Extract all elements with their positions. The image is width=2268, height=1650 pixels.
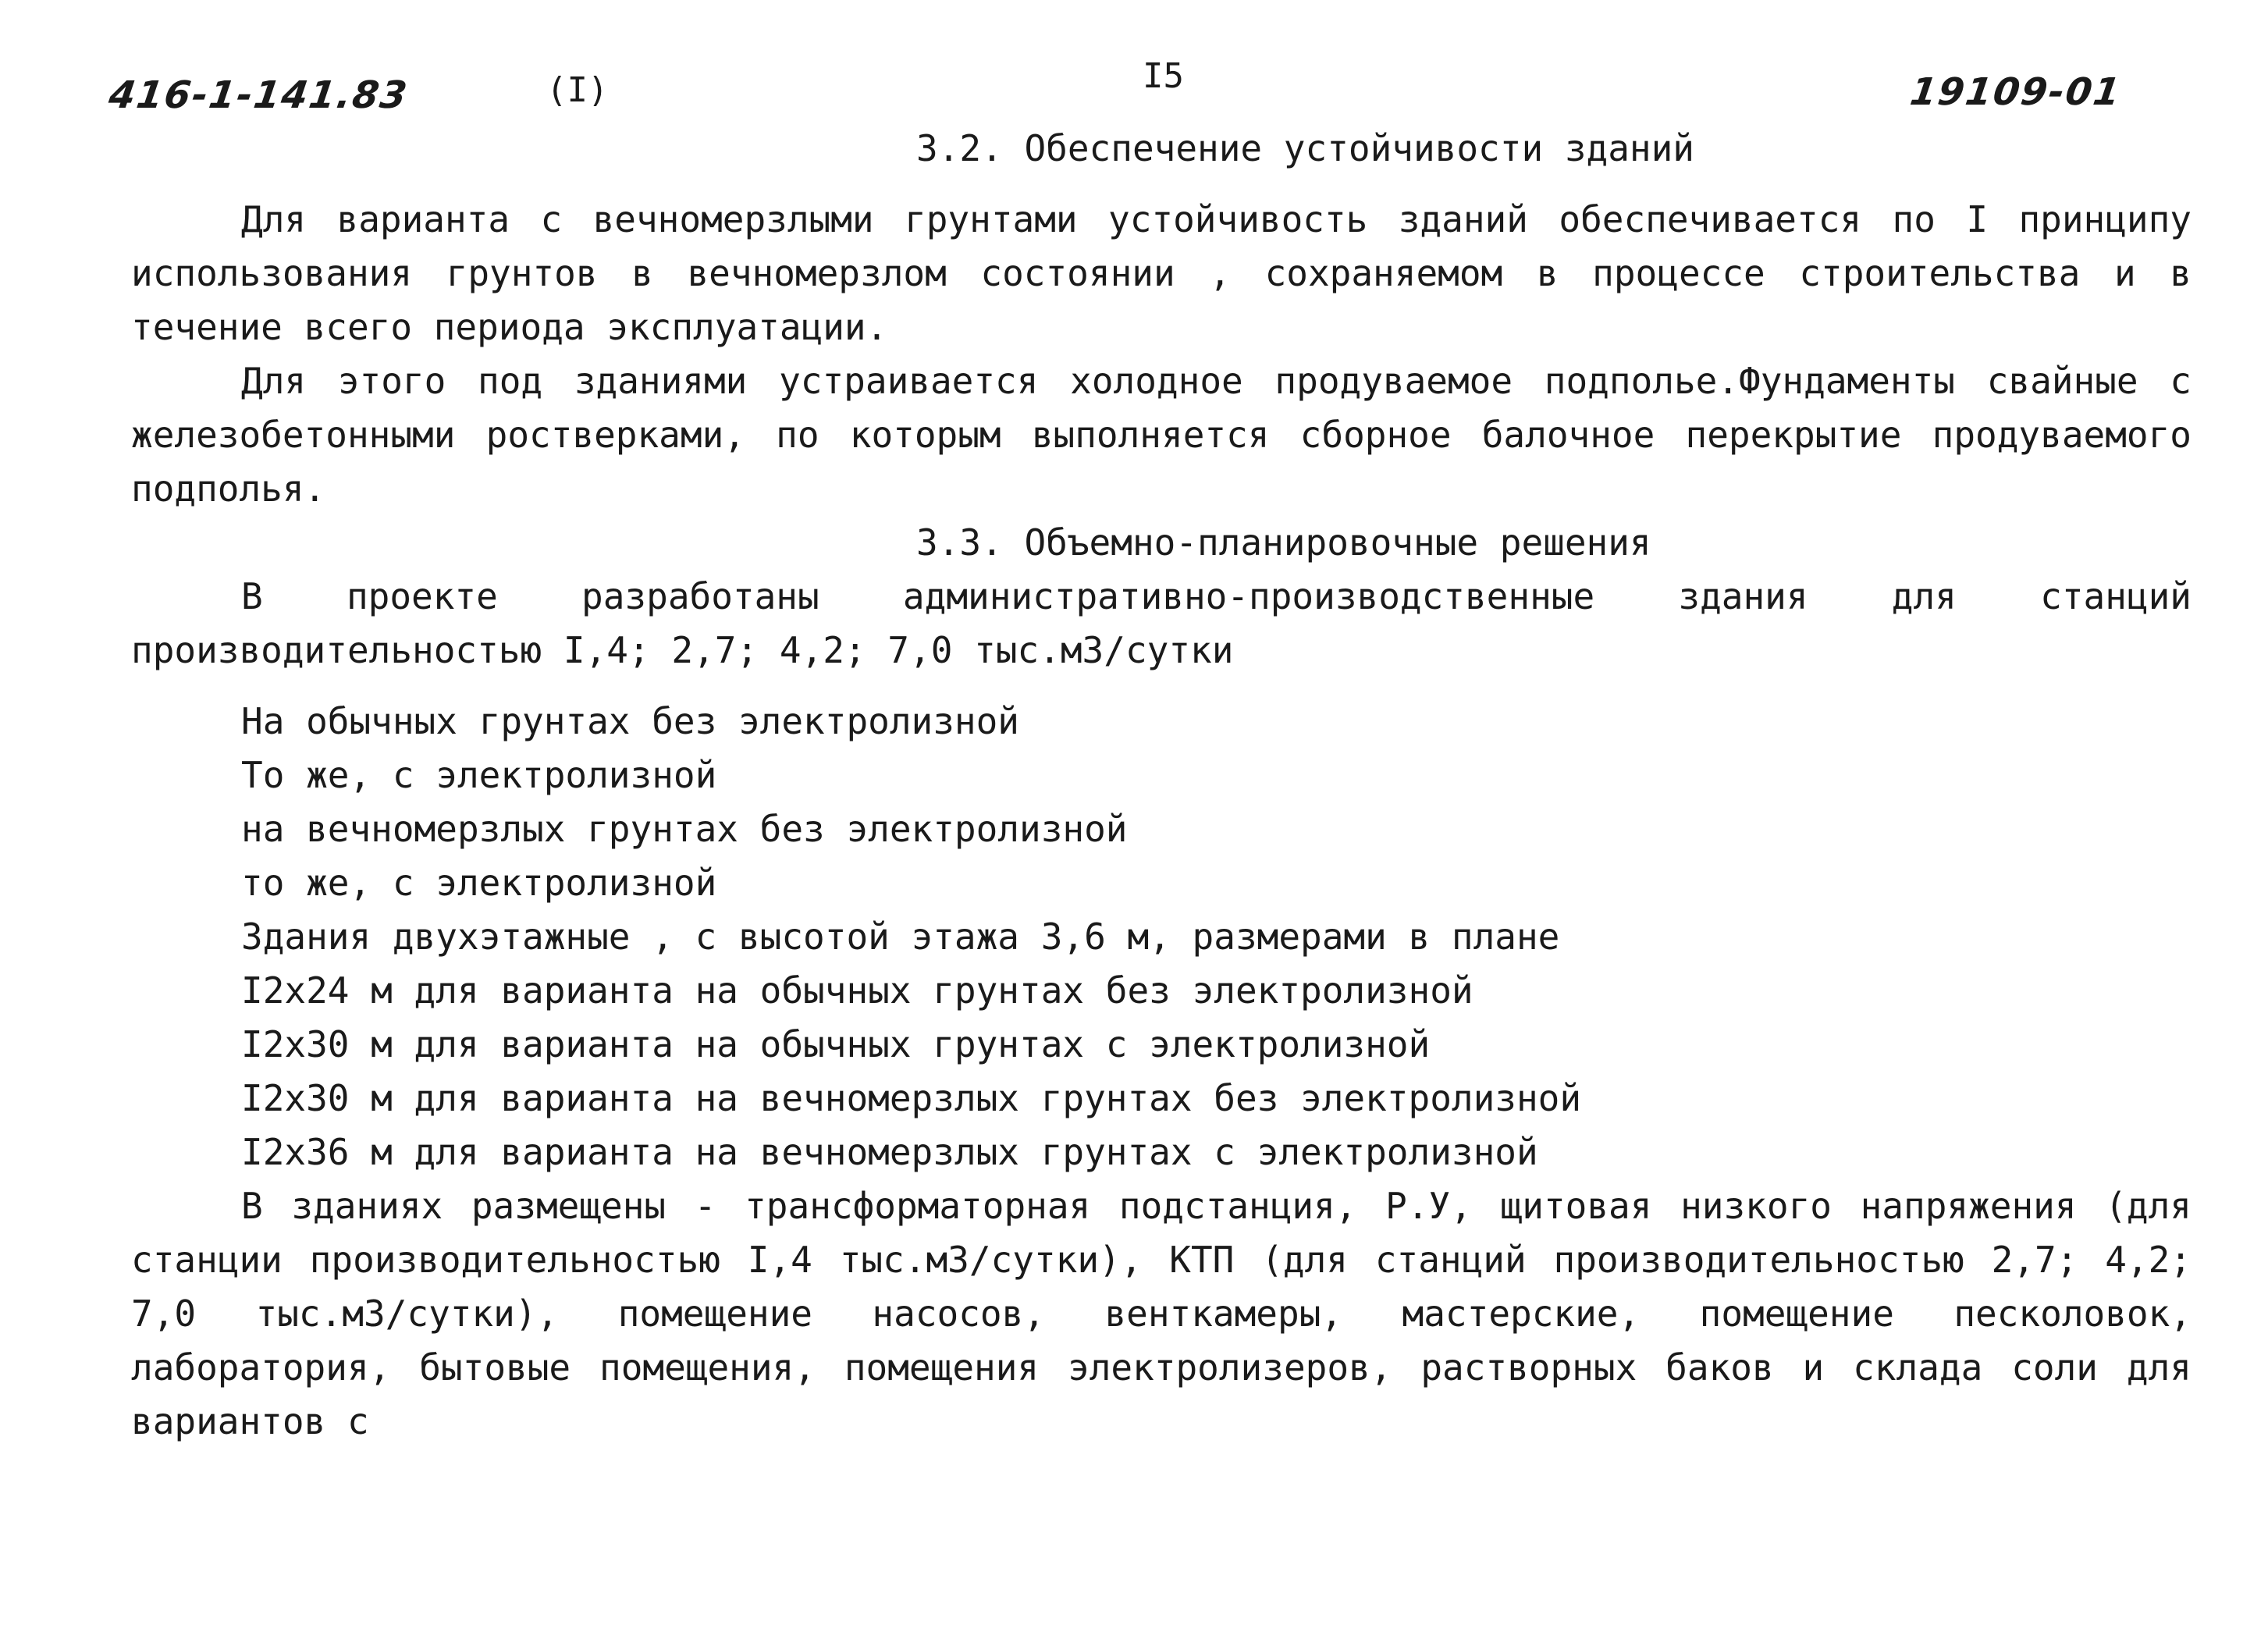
paragraph-project-intro: В проекте разработаны административно-производственные здания для станций производительностью I,4; 2,7; 4,2; 7,0 тыс.м3/сутки	[131, 575, 2213, 671]
list-item: I2x30 м для варианта на обычных грунтах с электролизной	[241, 1023, 1431, 1065]
list-item: то же, с электролизной	[241, 862, 717, 904]
paragraph-premises: В зданиях размещены - трансформаторная подстанция, Р.У, щитовая низкого напряжения (для станции производительностью I,4 тыс.м3/сутки), КТП (для станций производительностью 2,7; 4,2; 7,0 тыс.м3/сутки), помещение насосов, венткамеры, мастерские, помещение песколовок, лаборатория, бытовые помещения, помещения электролизеров, растворных баков и склада соли для вариантов с	[131, 1185, 2213, 1442]
paragraph-stability-principle: Для варианта с вечномерзлыми грунтами устойчивость зданий обеспечивается по I принципу использования грунтов в вечномерзлом состоянии , сохраняемом в процессе строительства и в течение всего периода эксплуатации.	[131, 198, 2213, 348]
list-item: I2x24 м для варианта на обычных грунтах без электролизной	[241, 969, 1473, 1012]
list-item: Здания двухэтажные , с высотой этажа 3,6 м, размерами в плане	[241, 916, 1560, 958]
album-number: 19109-01	[1907, 70, 2124, 114]
page-number: I5	[1143, 56, 1184, 96]
sheet-variant-label: (I)	[546, 70, 609, 110]
list-item: То же, с электролизной	[241, 754, 717, 796]
spacer	[131, 677, 2192, 695]
list-item: I2x36 м для варианта на вечномерзлых грунтах с электролизной	[241, 1131, 1538, 1173]
paragraph-ventilated-crawlspace: Для этого под зданиями устраивается холодное продуваемое подполье.Фундаменты свайные с железобетонными ростверками, по которым выполняется сборное балочное перекрытие продуваемого подполья.	[131, 360, 2213, 510]
section-heading-3-3: 3.3. Объемно-планировочные решения	[916, 521, 1651, 564]
document-code: 416-1-141.83	[106, 73, 411, 117]
list-item: на вечномерзлых грунтах без электролизной	[241, 808, 1128, 850]
list-item: На обычных грунтах без электролизной	[241, 700, 1019, 742]
spacer	[131, 176, 2192, 193]
section-heading-3-2: 3.2. Обеспечение устойчивости зданий	[916, 127, 1694, 169]
list-item: I2x30 м для варианта на вечномерзлых грунтах без электролизной	[241, 1077, 1582, 1119]
variants-list	[131, 695, 2192, 1179]
document-body	[131, 122, 2213, 1449]
